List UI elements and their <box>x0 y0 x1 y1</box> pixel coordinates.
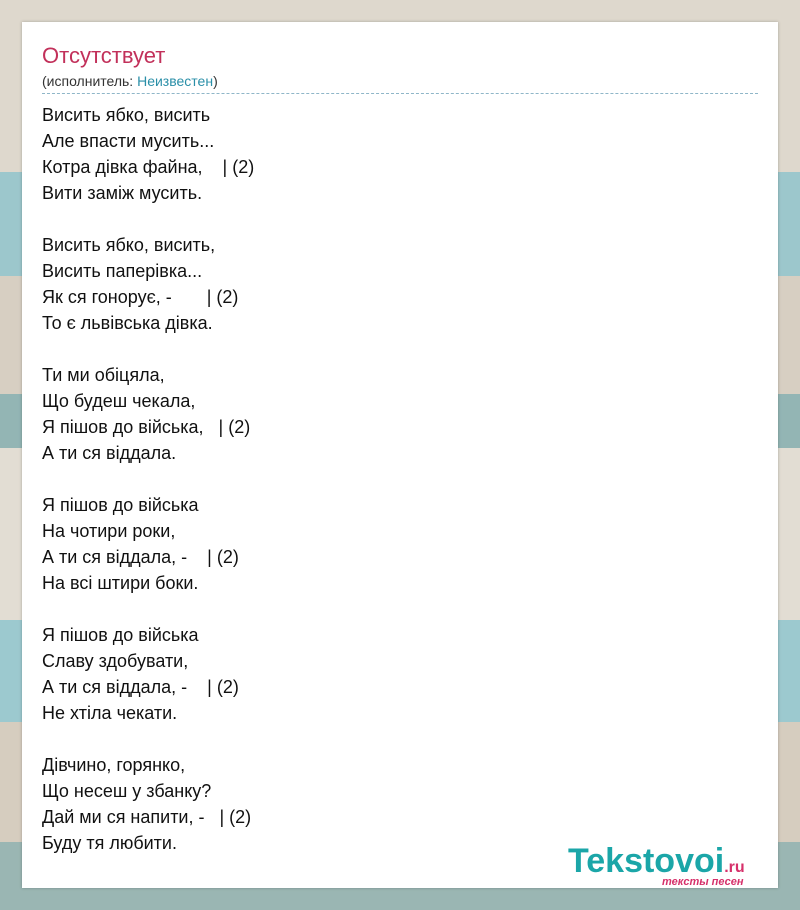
lyric-line: Дівчино, горянко, <box>42 755 186 775</box>
lyric-line: То є львівська дівка. <box>42 313 213 333</box>
logo-domain: .ru <box>724 859 745 876</box>
lyric-line <box>42 206 642 232</box>
lyric-line: Але впасти мусить... <box>42 131 215 151</box>
lyric-line: На чотири роки, <box>42 521 176 541</box>
lyric-line: Буду тя любити. <box>42 833 177 853</box>
lyric-line <box>42 726 642 752</box>
lyrics-text <box>42 102 642 856</box>
lyric-line: А ти ся віддала, - | (2) <box>42 677 239 697</box>
lyric-line: Що несеш у збанку? <box>42 781 212 801</box>
lyric-line: Славу здобувати, <box>42 651 189 671</box>
lyric-line: Висить ябко, висить <box>42 105 211 125</box>
lyric-line: Висить паперівка... <box>42 261 203 281</box>
lyric-line: А ти ся віддала, - | (2) <box>42 547 239 567</box>
lyric-line: Висить ябко, висить, <box>42 235 216 255</box>
lyric-line: На всі штири боки. <box>42 573 199 593</box>
lyric-line: Ти ми обіцяла, <box>42 365 165 385</box>
song-header <box>42 42 758 94</box>
lyric-line: А ти ся віддала. <box>42 443 177 463</box>
song-title: Отсутствует <box>42 43 166 68</box>
lyric-line <box>42 336 642 362</box>
performer-line <box>42 72 758 94</box>
lyrics-card <box>22 22 778 888</box>
site-logo[interactable] <box>568 844 778 888</box>
lyric-line: Котра дівка файна, | (2) <box>42 157 255 177</box>
lyric-line: Дай ми ся напити, - | (2) <box>42 807 252 827</box>
lyric-line: Як ся гонорує, - | (2) <box>42 287 239 307</box>
lyric-line <box>42 466 642 492</box>
lyric-line: Я пішов до війська <box>42 625 199 645</box>
performer-link[interactable]: Неизвестен <box>137 73 214 89</box>
lyric-line: Не хтіла чекати. <box>42 703 178 723</box>
performer-prefix: (исполнитель: <box>42 73 138 89</box>
performer-suffix: ) <box>213 73 218 89</box>
logo-name: Tekstovoi <box>568 842 725 880</box>
logo-tagline: тексты песен <box>662 876 744 888</box>
lyric-line <box>42 596 642 622</box>
lyric-line: Я пішов до війська <box>42 495 199 515</box>
lyric-line: Я пішов до війська, | (2) <box>42 417 251 437</box>
lyric-line: Вити заміж мусить. <box>42 183 203 203</box>
lyric-line: Що будеш чекала, <box>42 391 196 411</box>
